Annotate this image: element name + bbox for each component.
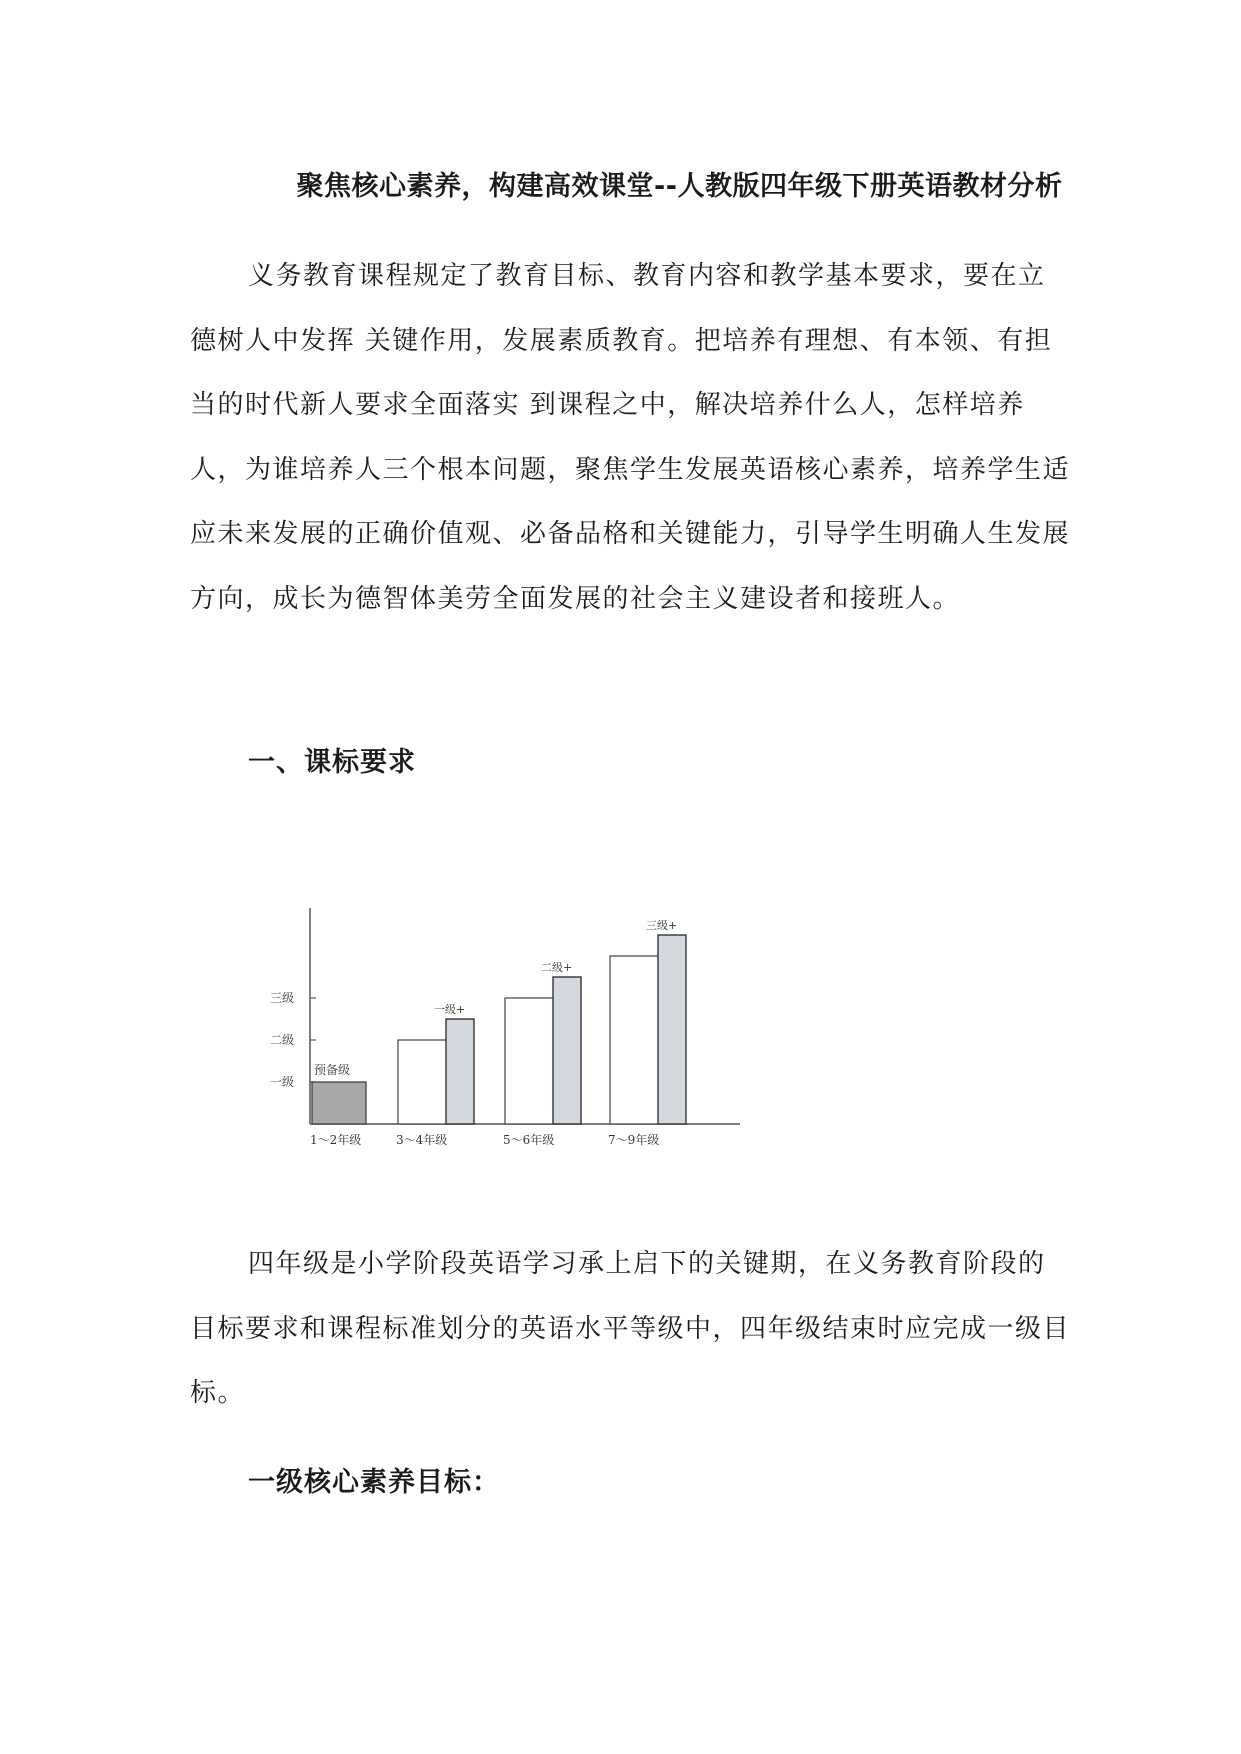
bar-plus bbox=[446, 1019, 474, 1124]
y-tick-label: 二级 bbox=[270, 1033, 295, 1047]
y-tick-label: 一级 bbox=[270, 1075, 295, 1089]
bar-required bbox=[505, 998, 559, 1124]
bar-label: 三级+ bbox=[646, 919, 678, 932]
x-tick-label: 3～4年级 bbox=[396, 1133, 448, 1147]
section-heading-level-one-goals: 一级核心素养目标： bbox=[248, 1467, 500, 1498]
bar-label: 一级+ bbox=[434, 1003, 466, 1016]
section-heading-curriculum: 一、课标要求 bbox=[248, 747, 416, 778]
grade-four-paragraph: 四年级是小学阶段英语学习承上启下的关键期，在义务教育阶段的目标要求和课程标准划分的英语水平等级中，四年级结束时应完成一级目标。 bbox=[190, 1249, 1071, 1408]
bar-preparatory bbox=[312, 1082, 366, 1124]
bar-label: 二级+ bbox=[541, 961, 573, 974]
document-title: 聚焦核心素养，构建高效课堂--人教版四年级下册英语教材分析 bbox=[296, 171, 1063, 202]
y-tick-label: 三级 bbox=[270, 991, 295, 1005]
bar-plus bbox=[553, 977, 581, 1124]
x-tick-label: 1～2年级 bbox=[310, 1133, 362, 1147]
bar-required bbox=[398, 1040, 452, 1124]
intro-paragraph: 义务教育课程规定了教育目标、教育内容和教学基本要求，要在立德树人中发挥 关键作用，发展素质教育。把培养有理想、有本领、有担当的时代新人要求全面落实 到课程之中，解决培养什么人，怎样培养人，为谁培养人三个根本问题，聚焦学生发展英语核心素养，培养学生适应未来发展的正确价值观、必备品格和关键能力，引导学生明确人生发展方向，成长为德智体美劳全面发展的社会主义建设者和接班人。 bbox=[190, 261, 1071, 614]
x-tick-label: 7～9年级 bbox=[608, 1133, 660, 1147]
bar-plus bbox=[658, 935, 686, 1124]
bar-label: 预备级 bbox=[314, 1063, 351, 1077]
x-tick-label: 5～6年级 bbox=[503, 1133, 555, 1147]
grade-level-chart bbox=[240, 900, 760, 1185]
bar-required bbox=[610, 956, 664, 1124]
